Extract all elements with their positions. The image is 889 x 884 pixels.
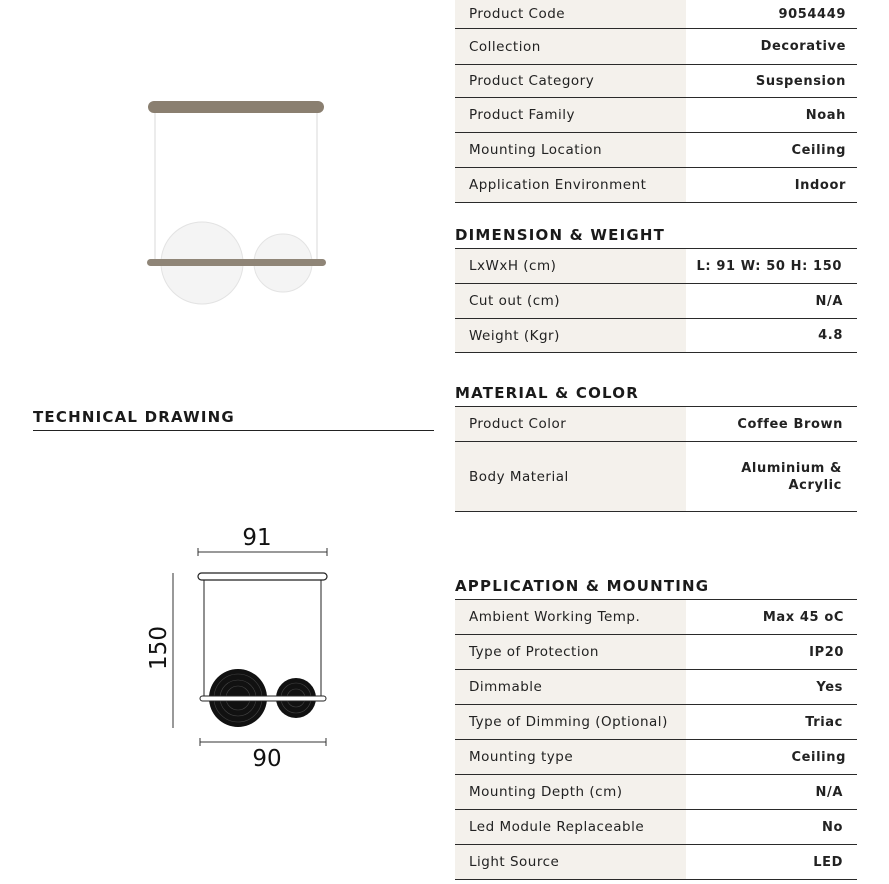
- spec-value: LED: [813, 854, 843, 870]
- spec-label: Application Environment: [455, 168, 686, 202]
- spec-row-application-environment: [455, 168, 857, 203]
- spec-row-product-code: [455, 0, 857, 29]
- material-table: [455, 406, 857, 512]
- dimension-table: [455, 248, 857, 353]
- spec-label: Ambient Working Temp.: [455, 600, 686, 634]
- spec-row-protection: [455, 635, 857, 670]
- spec-value: 9054449: [778, 6, 846, 22]
- product-image: [140, 95, 335, 310]
- spec-row-mounting-location: [455, 133, 857, 168]
- spec-value: No: [821, 819, 843, 835]
- dimension-height: 150: [146, 626, 172, 670]
- spec-value: N/A: [815, 784, 843, 800]
- dimension-width-bottom: 90: [252, 746, 282, 772]
- spec-label: Product Category: [455, 65, 686, 97]
- spec-label: Led Module Replaceable: [455, 810, 686, 844]
- spec-label: Type of Protection: [455, 635, 686, 669]
- spec-row-cut-out: [455, 284, 857, 319]
- spec-row-mounting-depth: [455, 775, 857, 810]
- spec-row-lxwxh: [455, 248, 857, 284]
- spec-label: Product Family: [455, 98, 686, 132]
- spec-value: Noah: [805, 107, 846, 123]
- spec-value: N/A: [815, 293, 843, 309]
- spec-label: Cut out (cm): [455, 284, 686, 318]
- spec-value: Triac: [805, 714, 843, 730]
- spec-row-body-material: [455, 442, 857, 512]
- spec-label: LxWxH (cm): [455, 249, 686, 283]
- spec-label: Body Material: [455, 442, 686, 511]
- spec-row-ambient-temp: [455, 599, 857, 635]
- spec-value: Aluminium & Acrylic: [741, 460, 842, 493]
- spec-value: Yes: [816, 679, 843, 695]
- application-mounting-title: APPLICATION & MOUNTING: [455, 577, 710, 595]
- application-table: [455, 599, 857, 880]
- dimension-width-top: 91: [242, 525, 272, 551]
- spec-label: Product Color: [455, 407, 686, 441]
- spec-row-weight: [455, 319, 857, 353]
- technical-drawing-divider: [33, 430, 434, 431]
- general-spec-table: [455, 0, 857, 203]
- spec-label: Light Source: [455, 845, 686, 879]
- technical-drawing-title: TECHNICAL DRAWING: [33, 408, 235, 426]
- spec-label: Weight (Kgr): [455, 319, 686, 352]
- spec-label: Dimmable: [455, 670, 686, 704]
- spec-row-dimmable: [455, 670, 857, 705]
- dimension-weight-title: DIMENSION & WEIGHT: [455, 226, 666, 244]
- spec-row-led-replaceable: [455, 810, 857, 845]
- spec-row-product-color: [455, 406, 857, 442]
- spec-value: L: 91 W: 50 H: 150: [696, 258, 842, 274]
- spec-row-dimming-type: [455, 705, 857, 740]
- spec-label: Product Code: [455, 0, 686, 28]
- material-color-title: MATERIAL & COLOR: [455, 384, 639, 402]
- spec-value: IP20: [809, 644, 844, 660]
- spec-value: Decorative: [760, 39, 846, 54]
- spec-value: Max 45 oC: [762, 609, 844, 625]
- spec-value: Indoor: [794, 177, 846, 193]
- spec-value: Suspension: [755, 73, 846, 89]
- spec-row-product-category: [455, 65, 857, 98]
- spec-label: Mounting type: [455, 740, 686, 774]
- spec-value: Ceiling: [791, 749, 846, 765]
- spec-label: Mounting Depth (cm): [455, 775, 686, 809]
- spec-row-light-source: [455, 845, 857, 880]
- spec-label: Collection: [455, 29, 686, 64]
- spec-label: Type of Dimming (Optional): [455, 705, 686, 739]
- technical-drawing: [140, 520, 340, 775]
- spec-row-mounting-type: [455, 740, 857, 775]
- spec-value: Coffee Brown: [737, 416, 843, 432]
- spec-value: Ceiling: [791, 142, 846, 158]
- spec-value: 4.8: [818, 328, 843, 343]
- spec-row-product-family: [455, 98, 857, 133]
- spec-label: Mounting Location: [455, 133, 686, 167]
- spec-row-collection: [455, 29, 857, 65]
